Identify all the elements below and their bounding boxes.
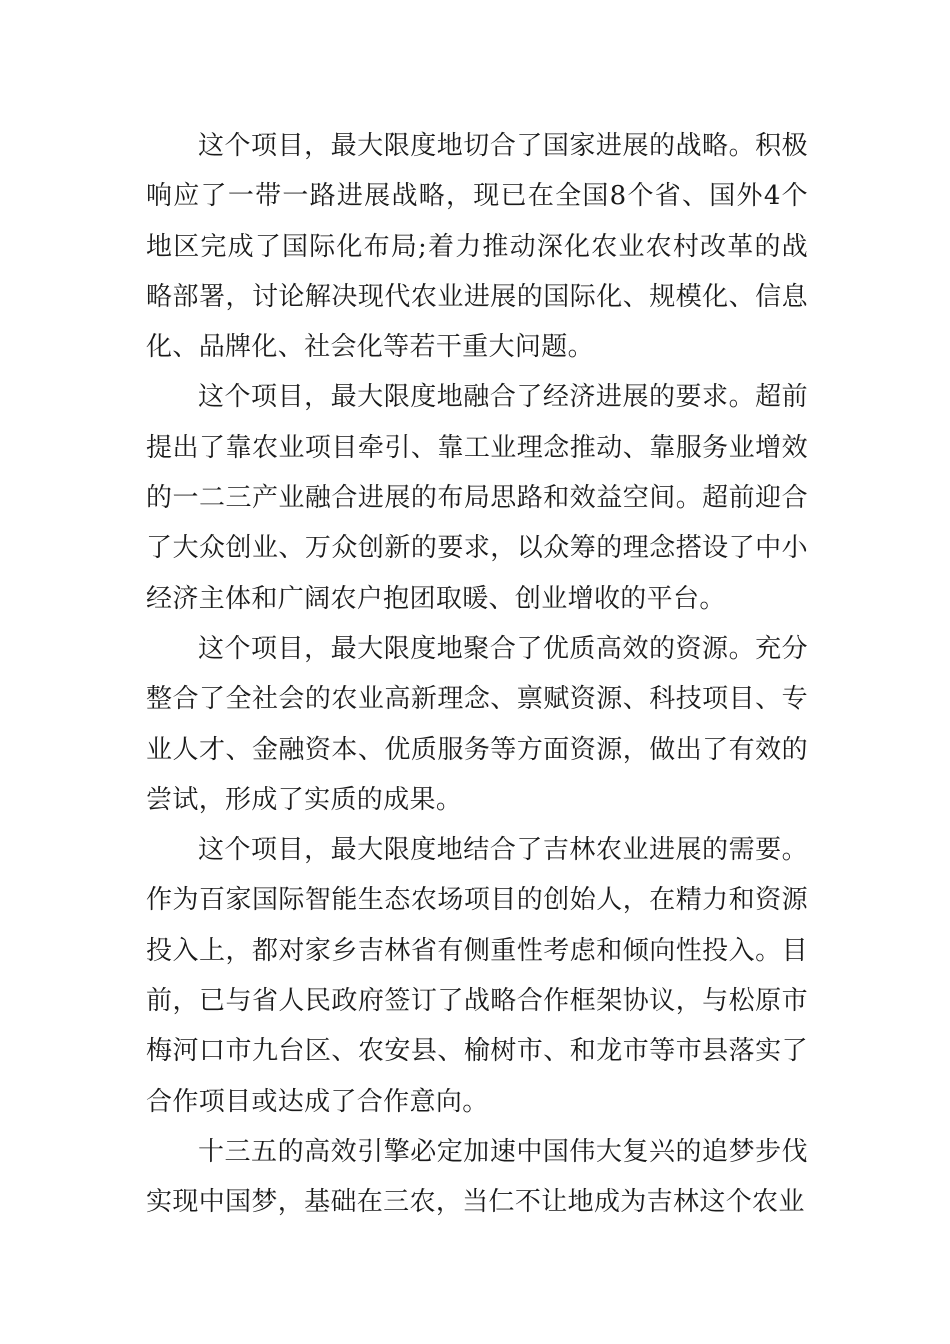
document-body [146,121,808,1228]
paragraph-resources: 这个项目，最大限度地聚合了优质高效的资源。充分整合了全社会的农业高新理念、禀赋资源、科技项目、专业人才、金融资本、优质服务等方面资源，做出了有效的尝试，形成了实质的成果。 [146,633,808,815]
paragraph-jilin: 这个项目，最大限度地结合了吉林农业进展的需要。作为百家国际智能生态农场项目的创始人，在精力和资源投入上，都对家乡吉林省有侧重性考虑和倾向性投入。目前，已与省人民政府签订了战略合作框架协议，与松原市梅河口市九台区、农安县、榆树市、和龙市等市县落实了合作项目或达成了合作意向。 [146,835,808,1117]
paragraph-thirteenth-five: 十三五的高效引擎必定加速中国伟大复兴的追梦步伐实现中国梦，基础在三农，当仁不让地成为吉林这个农业 [146,1136,808,1218]
paragraph-economy: 这个项目，最大限度地融合了经济进展的要求。超前提出了靠农业项目牵引、靠工业理念推动、靠服务业增效的一二三产业融合进展的布局思路和效益空间。超前迎合了大众创业、万众创新的要求，以众筹的理念搭设了中小经济主体和广阔农户抱团取暖、创业增收的平台。 [146,382,808,614]
paragraph-strategy: 这个项目，最大限度地切合了国家进展的战略。积极响应了一带一路进展战略，现已在全国8个省、国外4个地区完成了国际化布局;着力推动深化农业农村改革的战略部署，讨论解决现代农业进展的国际化、规模化、信息化、品牌化、社会化等若干重大问题。 [146,131,808,363]
